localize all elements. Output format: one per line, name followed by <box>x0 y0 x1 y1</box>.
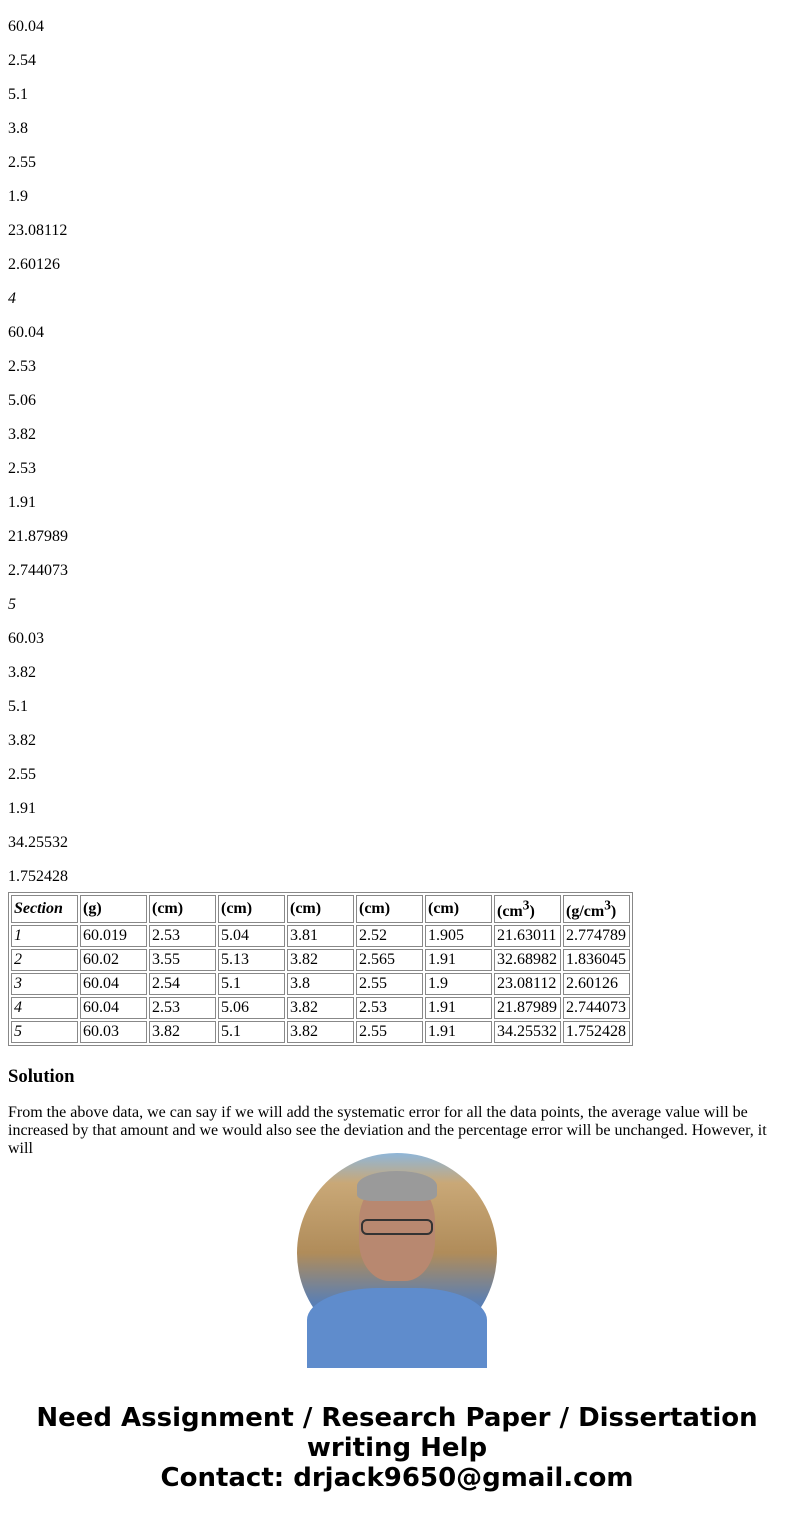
value-line: 3.82 <box>8 426 36 443</box>
table-cell: 2.52 <box>356 925 423 947</box>
value-line: 5.1 <box>8 86 28 103</box>
value-line: 3.82 <box>8 732 36 749</box>
table-cell: 3.82 <box>287 997 354 1019</box>
table-cell: 2.55 <box>356 1021 423 1043</box>
value-line: 2.55 <box>8 766 36 783</box>
header-density: $(g/cm^3)$ <box>563 895 630 923</box>
value-line: 1.91 <box>8 800 36 817</box>
table-cell: 34.25532 <box>494 1021 561 1043</box>
header-mass: (g) <box>83 900 102 918</box>
table-cell: 2.60126 <box>563 973 630 995</box>
header-cm: (cm) <box>152 900 184 918</box>
value-line: 21.87989 <box>8 528 68 545</box>
table-cell: 3 <box>11 973 78 995</box>
header-cm: (cm) <box>221 900 253 918</box>
value-line: 4 <box>8 290 16 307</box>
table-cell: 1.91 <box>425 997 492 1019</box>
value-list <box>8 0 786 884</box>
table-cell: 5.13 <box>218 949 285 971</box>
solution-heading: Solution <box>8 1066 75 1088</box>
table-cell: 1.91 <box>425 1021 492 1043</box>
table-cell: 60.03 <box>80 1021 147 1043</box>
table-cell: 32.68982 <box>494 949 561 971</box>
table-cell: 23.08112 <box>494 973 561 995</box>
table-cell: 2.744073 <box>563 997 630 1019</box>
value-line: 1.9 <box>8 188 28 205</box>
value-line: 5.06 <box>8 392 36 409</box>
header-cm: (cm) <box>290 900 322 918</box>
value-line: 3.8 <box>8 120 28 137</box>
value-line: 60.03 <box>8 630 44 647</box>
value-line: 60.04 <box>8 18 44 35</box>
table-cell: 1.905 <box>425 925 492 947</box>
table-cell: 4 <box>11 997 78 1019</box>
table-cell: 5 <box>11 1021 78 1043</box>
table-row <box>11 973 630 995</box>
table-cell: 3.82 <box>287 949 354 971</box>
table-cell: 2.53 <box>149 997 216 1019</box>
table-cell: 3.82 <box>287 1021 354 1043</box>
table-cell: 21.87989 <box>494 997 561 1019</box>
table-cell: 2.565 <box>356 949 423 971</box>
table-cell: 1.9 <box>425 973 492 995</box>
document <box>8 0 786 1158</box>
table-cell: 1.752428 <box>563 1021 630 1043</box>
table-cell: 60.04 <box>80 997 147 1019</box>
table-cell: 1.836045 <box>563 949 630 971</box>
value-line: 5 <box>8 596 16 613</box>
table-cell: 3.82 <box>149 1021 216 1043</box>
value-line: 2.55 <box>8 154 36 171</box>
table-row <box>11 1021 630 1043</box>
value-line: 2.744073 <box>8 562 68 579</box>
value-line: 2.53 <box>8 460 36 477</box>
table-cell: 60.019 <box>80 925 147 947</box>
value-line: 2.60126 <box>8 256 60 273</box>
header-cm: (cm) <box>428 900 460 918</box>
table-cell: 5.1 <box>218 973 285 995</box>
value-line: 34.25532 <box>8 834 68 851</box>
table-cell: 2.53 <box>149 925 216 947</box>
table-row <box>11 925 630 947</box>
value-line: 60.04 <box>8 324 44 341</box>
table-cell: 60.02 <box>80 949 147 971</box>
table-cell: 3.55 <box>149 949 216 971</box>
contact-footer <box>0 1403 794 1493</box>
solution-text: From the above data, we can say if we will add the systematic error for all the data points, the average value will be increased by that amount and we would also see the deviation and the percentage error will be unchanged. However, it will <box>8 1104 767 1158</box>
table-cell: 2.54 <box>149 973 216 995</box>
value-line: 2.54 <box>8 52 36 69</box>
help-text: Need Assignment / Research Paper / Dissertation writing Help <box>36 1403 758 1463</box>
glasses-icon <box>361 1219 433 1235</box>
table-cell: 2.774789 <box>563 925 630 947</box>
table-cell: 2 <box>11 949 78 971</box>
value-line: 5.1 <box>8 698 28 715</box>
value-line: 2.53 <box>8 358 36 375</box>
table-row <box>11 949 630 971</box>
table-row <box>11 997 630 1019</box>
table-cell: 2.53 <box>356 997 423 1019</box>
table-cell: 21.63011 <box>494 925 561 947</box>
header-volume: $(cm^3)$ <box>494 895 561 923</box>
data-table <box>8 892 633 1046</box>
table-cell: 5.04 <box>218 925 285 947</box>
header-section: Section <box>14 900 63 918</box>
table-cell: 60.04 <box>80 973 147 995</box>
table-cell: 5.1 <box>218 1021 285 1043</box>
value-line: 1.91 <box>8 494 36 511</box>
value-line: 1.752428 <box>8 868 68 885</box>
table-cell: 2.55 <box>356 973 423 995</box>
table-cell: 1.91 <box>425 949 492 971</box>
header-cm: (cm) <box>359 900 391 918</box>
table-header-row <box>11 895 630 923</box>
author-photo <box>297 1153 497 1353</box>
table-cell: 5.06 <box>218 997 285 1019</box>
table-cell: 1 <box>11 925 78 947</box>
value-line: 23.08112 <box>8 222 68 239</box>
table-cell: 3.81 <box>287 925 354 947</box>
table-cell: 3.8 <box>287 973 354 995</box>
value-line: 3.82 <box>8 664 36 681</box>
contact-email: Contact: drjack9650@gmail.com <box>160 1463 634 1493</box>
